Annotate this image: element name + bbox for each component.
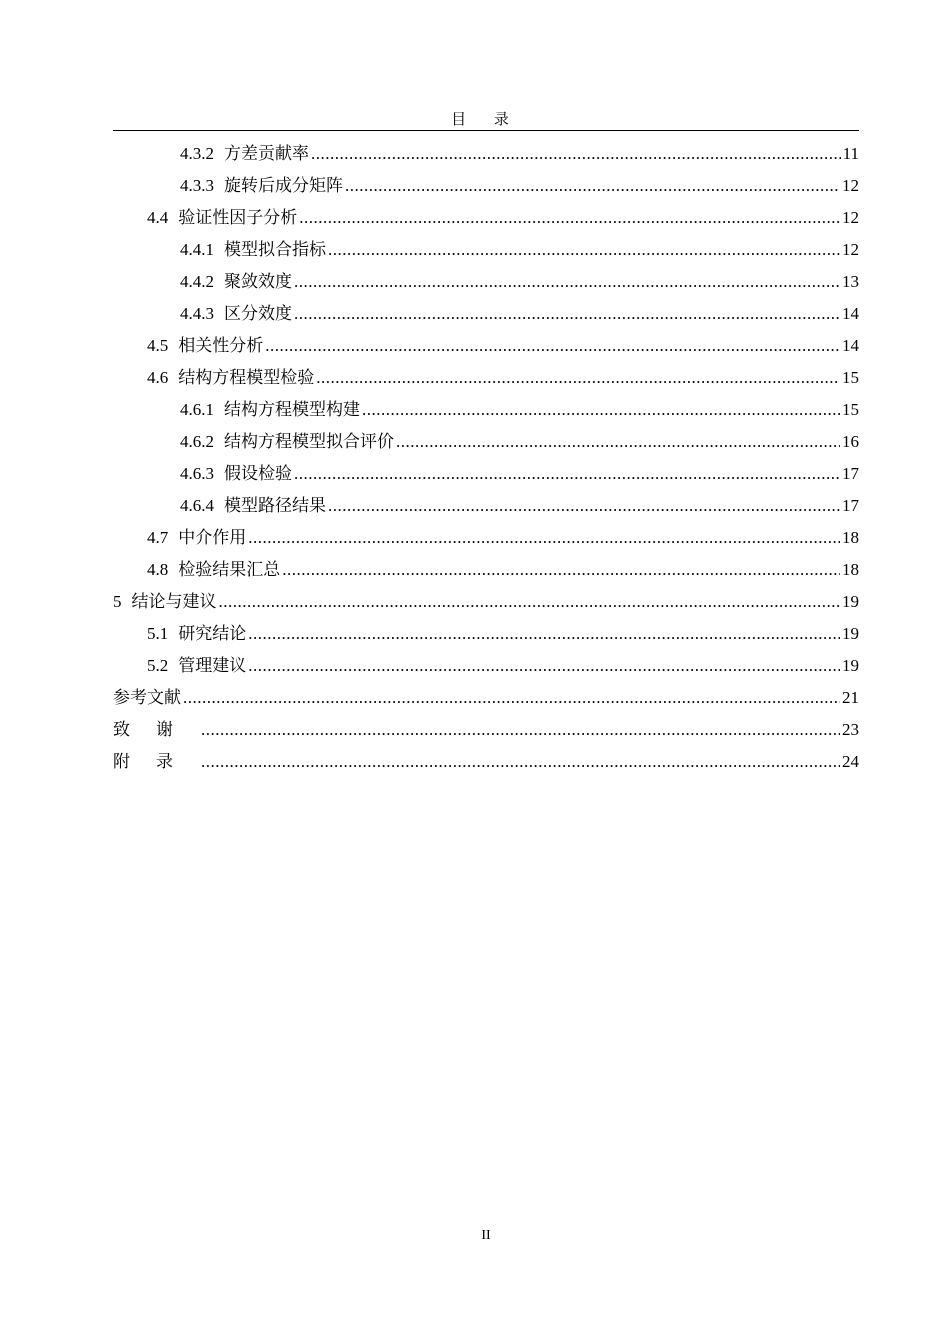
- page-header-title: 目 录: [451, 112, 521, 128]
- toc-entry-text: [180, 426, 394, 458]
- toc-dot-leader: [294, 266, 840, 298]
- toc-section-title: 结构方程模型拟合评价: [224, 432, 394, 451]
- toc-page-number: 16: [842, 432, 859, 451]
- table-of-contents: [113, 138, 859, 778]
- toc-entry[interactable]: [113, 138, 859, 170]
- toc-entry[interactable]: [113, 682, 859, 714]
- toc-entry[interactable]: [113, 714, 859, 746]
- toc-section-number: 4.6.1: [180, 400, 214, 419]
- toc-section-number: 4.6.2: [180, 432, 214, 451]
- toc-section-title: 研究结论: [178, 624, 247, 643]
- toc-page-number: 12: [842, 240, 859, 259]
- toc-section-title: 方差贡献率: [224, 144, 309, 163]
- toc-entry-text: [180, 394, 360, 426]
- toc-entry[interactable]: [113, 330, 859, 362]
- toc-section-title: 聚敛效度: [224, 272, 292, 291]
- toc-dot-leader: [299, 202, 840, 234]
- toc-section-title: 致谢: [113, 720, 199, 739]
- toc-section-title: 参考文献: [113, 688, 181, 707]
- toc-entry-text: [180, 490, 326, 522]
- toc-entry-text: [113, 682, 181, 714]
- toc-section-number: 4.3.3: [180, 176, 214, 195]
- toc-entry-text: [147, 362, 314, 394]
- toc-dot-leader: [248, 618, 840, 650]
- toc-entry-text: [180, 170, 343, 202]
- toc-dot-leader: [328, 490, 840, 522]
- toc-entry[interactable]: [113, 202, 859, 234]
- toc-dot-leader: [294, 458, 840, 490]
- toc-section-title: 结构方程模型检验: [178, 368, 315, 387]
- toc-entry-text: [147, 330, 263, 362]
- toc-page-number: 15: [842, 400, 859, 419]
- toc-section-number: 4.5: [147, 336, 169, 355]
- toc-entry[interactable]: [113, 650, 859, 682]
- toc-entry[interactable]: [113, 266, 859, 298]
- toc-dot-leader: [328, 234, 840, 266]
- toc-page-number: 11: [842, 144, 859, 163]
- toc-section-number: 4.4.1: [180, 240, 214, 259]
- toc-dot-leader: [248, 650, 840, 682]
- toc-entry-text: [147, 554, 280, 586]
- toc-section-number: 4.8: [147, 560, 169, 579]
- header-divider: [113, 130, 859, 131]
- toc-section-title: 模型路径结果: [224, 496, 326, 515]
- toc-dot-leader: [219, 586, 841, 618]
- toc-entry-text: [180, 266, 292, 298]
- toc-entry[interactable]: [113, 618, 859, 650]
- toc-dot-leader: [362, 394, 840, 426]
- toc-entry[interactable]: [113, 522, 859, 554]
- toc-page-number: 17: [842, 464, 859, 483]
- toc-page-number: 18: [842, 528, 859, 547]
- toc-section-title: 模型拟合指标: [224, 240, 326, 259]
- toc-section-number: 4.6.3: [180, 464, 214, 483]
- toc-section-title: 结构方程模型构建: [224, 400, 360, 419]
- toc-page-number: 24: [842, 752, 859, 771]
- toc-page-number: 21: [842, 688, 859, 707]
- toc-section-number: 4.4: [147, 208, 169, 227]
- toc-section-number: 4.6.4: [180, 496, 214, 515]
- toc-page-number: 13: [842, 272, 859, 291]
- toc-section-title: 旋转后成分矩阵: [224, 176, 343, 195]
- toc-entry[interactable]: [113, 362, 859, 394]
- toc-entry-text: [147, 522, 246, 554]
- toc-dot-leader: [201, 714, 840, 746]
- toc-section-title: 区分效度: [224, 304, 292, 323]
- toc-dot-leader: [265, 330, 840, 362]
- toc-section-title: 管理建议: [178, 656, 247, 675]
- toc-entry[interactable]: [113, 746, 859, 778]
- toc-dot-leader: [248, 522, 840, 554]
- toc-dot-leader: [316, 362, 840, 394]
- toc-page-number: 19: [842, 592, 859, 611]
- toc-page-number: 17: [842, 496, 859, 515]
- toc-section-title: 相关性分析: [178, 336, 264, 355]
- toc-entry-text: [113, 714, 199, 746]
- toc-entry-text: [147, 202, 297, 234]
- toc-section-number: 5.1: [147, 624, 169, 643]
- toc-page-number: 12: [842, 208, 859, 227]
- toc-page-number: 19: [842, 656, 859, 675]
- toc-section-title: 中介作用: [178, 528, 247, 547]
- toc-dot-leader: [294, 298, 840, 330]
- toc-page-number: 14: [842, 336, 859, 355]
- toc-page-number: 15: [842, 368, 859, 387]
- toc-section-number: 5: [113, 592, 122, 611]
- toc-section-title: 附录: [113, 752, 199, 771]
- toc-section-number: 4.4.3: [180, 304, 214, 323]
- toc-page-number: 12: [842, 176, 859, 195]
- toc-entry[interactable]: [113, 554, 859, 586]
- toc-entry-text: [180, 138, 309, 170]
- toc-section-title: 验证性因子分析: [178, 208, 298, 227]
- toc-page-number: 23: [842, 720, 859, 739]
- toc-entry-text: [180, 234, 326, 266]
- toc-section-title: 结论与建议: [131, 592, 217, 611]
- toc-dot-leader: [183, 682, 840, 714]
- toc-entry-text: [147, 650, 246, 682]
- toc-entry[interactable]: [113, 170, 859, 202]
- toc-section-number: 4.3.2: [180, 144, 214, 163]
- toc-dot-leader: [311, 138, 841, 170]
- toc-section-number: 4.4.2: [180, 272, 214, 291]
- toc-dot-leader: [396, 426, 840, 458]
- toc-entry-text: [180, 298, 292, 330]
- toc-dot-leader: [201, 746, 840, 778]
- toc-page-number: 18: [842, 560, 859, 579]
- toc-section-number: 4.6: [147, 368, 169, 387]
- toc-entry[interactable]: [113, 586, 859, 618]
- toc-entry[interactable]: [113, 394, 859, 426]
- toc-section-title: 假设检验: [224, 464, 292, 483]
- toc-dot-leader: [345, 170, 840, 202]
- toc-entry-text: [113, 746, 199, 778]
- toc-entry-text: [180, 458, 292, 490]
- toc-section-number: 5.2: [147, 656, 169, 675]
- page-number: II: [481, 1228, 491, 1243]
- toc-entry[interactable]: [113, 490, 859, 522]
- toc-entry-text: [147, 618, 246, 650]
- toc-section-number: 4.7: [147, 528, 169, 547]
- toc-section-title: 检验结果汇总: [178, 560, 281, 579]
- toc-page-number: 19: [842, 624, 859, 643]
- toc-entry[interactable]: [113, 234, 859, 266]
- toc-entry[interactable]: [113, 426, 859, 458]
- toc-entry[interactable]: [113, 298, 859, 330]
- toc-entry[interactable]: [113, 458, 859, 490]
- toc-dot-leader: [282, 554, 840, 586]
- toc-page-number: 14: [842, 304, 859, 323]
- toc-entry-text: [113, 586, 217, 618]
